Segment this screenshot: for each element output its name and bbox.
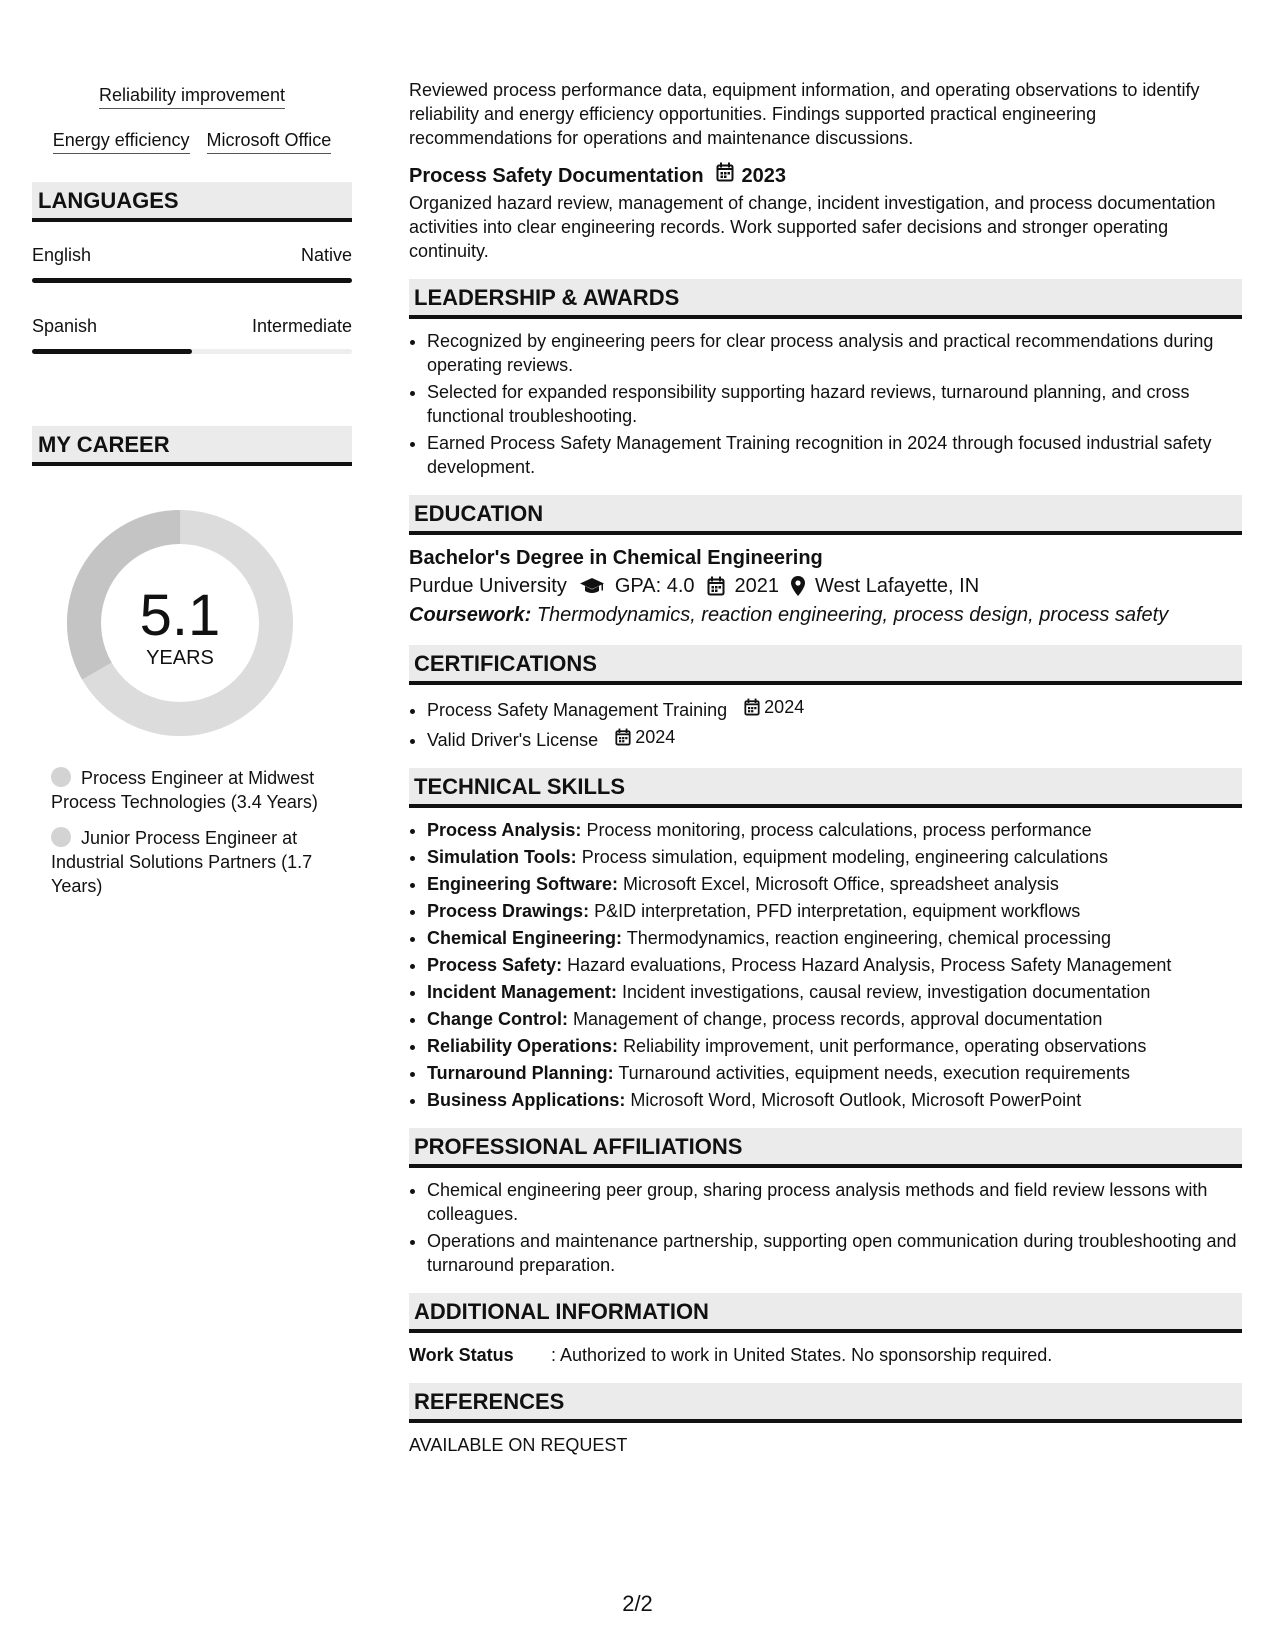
skill-item [427,1061,1242,1085]
education-meta [409,571,1242,601]
skill-label: Change Control: [427,1009,568,1029]
career-heading: MY CAREER [32,426,352,466]
language-proficiency-bar [32,349,352,354]
skill-item [427,953,1242,977]
list-item: • Recognized by engineering peers for clear process analysis and practical recommendations during operating reviews. [427,329,1242,377]
language-proficiency-fill [32,349,192,354]
calendar-icon [744,698,760,716]
skill-label: Engineering Software: [427,874,619,894]
skill-item [427,899,1242,923]
skill-text: Hazard evaluations, Process Hazard Analysis, Process Safety Management [567,955,1172,975]
gpa: GPA: 4.0 [614,575,695,597]
skill-text: Management of change, process records, approval documentation [573,1009,1103,1029]
skill-text: P&ID interpretation, PFD interpretation, equipment workflows [594,901,1081,921]
work-status-value: : Authorized to work in United States. No sponsorship required. [551,1345,1053,1365]
list-item: • Chemical engineering peer group, sharing process analysis methods and field review lessons with colleagues. [427,1178,1242,1226]
project-year: 2023 [741,164,787,187]
language-item [32,315,352,354]
calendar-icon [707,576,725,596]
skill-label: Incident Management: [427,982,618,1002]
skill-tag: Energy efficiency [53,129,190,154]
certification-item [427,725,1242,752]
skill-tag-row [32,129,352,154]
skill-label: Process Drawings: [427,901,590,921]
school-location: West Lafayette, IN [815,575,980,597]
intro-text: Reviewed process performance data, equipment information, and operating observations to identify reliability and energy efficiency opportunities. Findings supported practical engineering recommendations for operations and maintenance discussions. [409,80,1200,148]
skill-text: Thermodynamics, reaction engineering, chemical processing [626,928,1111,948]
coursework-label: Coursework: [409,604,532,626]
career-legend-dot [51,767,71,787]
certification-name: Valid Driver's License [427,730,599,750]
skill-tag: Reliability improvement [99,84,285,109]
skill-item [427,926,1242,950]
technical-skills-list [409,818,1242,1112]
certification-item [427,695,1242,722]
project-description: Organized hazard review, management of change, incident investigation, and process documentation activities into clear engineering records. Work supported safer decisions and stronger operating continuity. [409,193,1216,261]
career-total-value: 5.1 [139,583,221,648]
coursework [409,601,1242,629]
language-item [32,244,352,283]
skill-item [427,818,1242,842]
skill-item [427,980,1242,1004]
career-item [32,766,352,814]
references-heading: REFERENCES [409,1383,1242,1423]
affiliations-heading: PROFESSIONAL AFFILIATIONS [409,1128,1242,1168]
skill-label: Reliability Operations: [427,1036,619,1056]
page-number: 2/2 [622,1591,653,1616]
language-name: English [32,245,92,265]
skill-tags [32,84,352,154]
skill-text: Process simulation, equipment modeling, engineering calculations [581,847,1108,867]
skill-label: Chemical Engineering: [427,928,623,948]
skill-tag-row [32,84,352,109]
calendar-icon [716,162,734,189]
languages-heading: LANGUAGES [32,182,352,222]
technical-skills-heading: TECHNICAL SKILLS [409,768,1242,808]
language-proficiency-fill [32,278,352,283]
degree-title: Bachelor's Degree in Chemical Engineering [409,547,823,569]
project-title: Process Safety Documentation [409,164,704,187]
certification-year: 2024 [635,727,676,747]
list-item: • Selected for expanded responsibility supporting hazard reviews, turnaround planning, and cross functional troubleshooting. [427,380,1242,428]
language-level: Native [300,245,352,265]
skill-text: Microsoft Word, Microsoft Outlook, Microsoft PowerPoint [630,1090,1082,1110]
skill-item [427,1007,1242,1031]
calendar-icon [615,728,631,746]
certifications-heading: CERTIFICATIONS [409,645,1242,685]
career-total-unit: YEARS [146,647,214,669]
skill-item [427,872,1242,896]
skill-item [427,1034,1242,1058]
certifications-list [409,695,1242,752]
graduation-cap-icon [579,577,605,595]
skill-tag: Microsoft Office [207,129,332,154]
career-item [32,826,352,898]
leadership-heading: LEADERSHIP & AWARDS [409,279,1242,319]
coursework-text: Thermodynamics, reaction engineering, process design, process safety [536,604,1169,626]
certification-year: 2024 [764,697,805,717]
language-proficiency-bar [32,278,352,283]
leadership-list [409,329,1242,479]
education-heading: EDUCATION [409,495,1242,535]
affiliations-list [409,1178,1242,1277]
skill-text: Incident investigations, causal review, investigation documentation [622,982,1151,1002]
location-pin-icon [791,576,805,596]
skill-label: Simulation Tools: [427,847,577,867]
main-content [409,78,1242,1457]
certification-name: Process Safety Management Training [427,700,728,720]
career-list [32,766,352,898]
career-item-text: Junior Process Engineer at Industrial Solutions Partners (1.7 Years) [51,828,313,896]
career-donut-chart [67,510,293,736]
graduation-year: 2021 [734,575,780,597]
career-item-text: Process Engineer at Midwest Process Technologies (3.4 Years) [51,768,318,812]
skill-text: Reliability improvement, unit performance, operating observations [623,1036,1147,1056]
skill-text: Microsoft Excel, Microsoft Office, spreadsheet analysis [623,874,1059,894]
skill-label: Turnaround Planning: [427,1063,614,1083]
skill-item [427,845,1242,869]
language-name: Spanish [32,316,98,336]
skill-text: Process monitoring, process calculations, process performance [586,820,1092,840]
list-item: • Earned Process Safety Management Training recognition in 2024 through focused industrial safety development. [427,431,1242,479]
skill-item [427,1088,1242,1112]
project-title-row [409,162,1242,189]
sidebar [32,84,352,910]
skill-label: Process Safety: [427,955,563,975]
references-text: AVAILABLE ON REQUEST [409,1435,628,1455]
skill-label: Process Analysis: [427,820,582,840]
skill-label: Business Applications: [427,1090,626,1110]
work-status-row [409,1343,1242,1367]
career-legend-dot [51,827,71,847]
work-status-label: Work Status [409,1345,514,1365]
school-name: Purdue University [409,575,567,597]
skill-text: Turnaround activities, equipment needs, execution requirements [618,1063,1130,1083]
language-level: Intermediate [251,316,352,336]
list-item: • Operations and maintenance partnership, supporting open communication during troubleshooting and turnaround preparation. [427,1229,1242,1277]
additional-info-heading: ADDITIONAL INFORMATION [409,1293,1242,1333]
